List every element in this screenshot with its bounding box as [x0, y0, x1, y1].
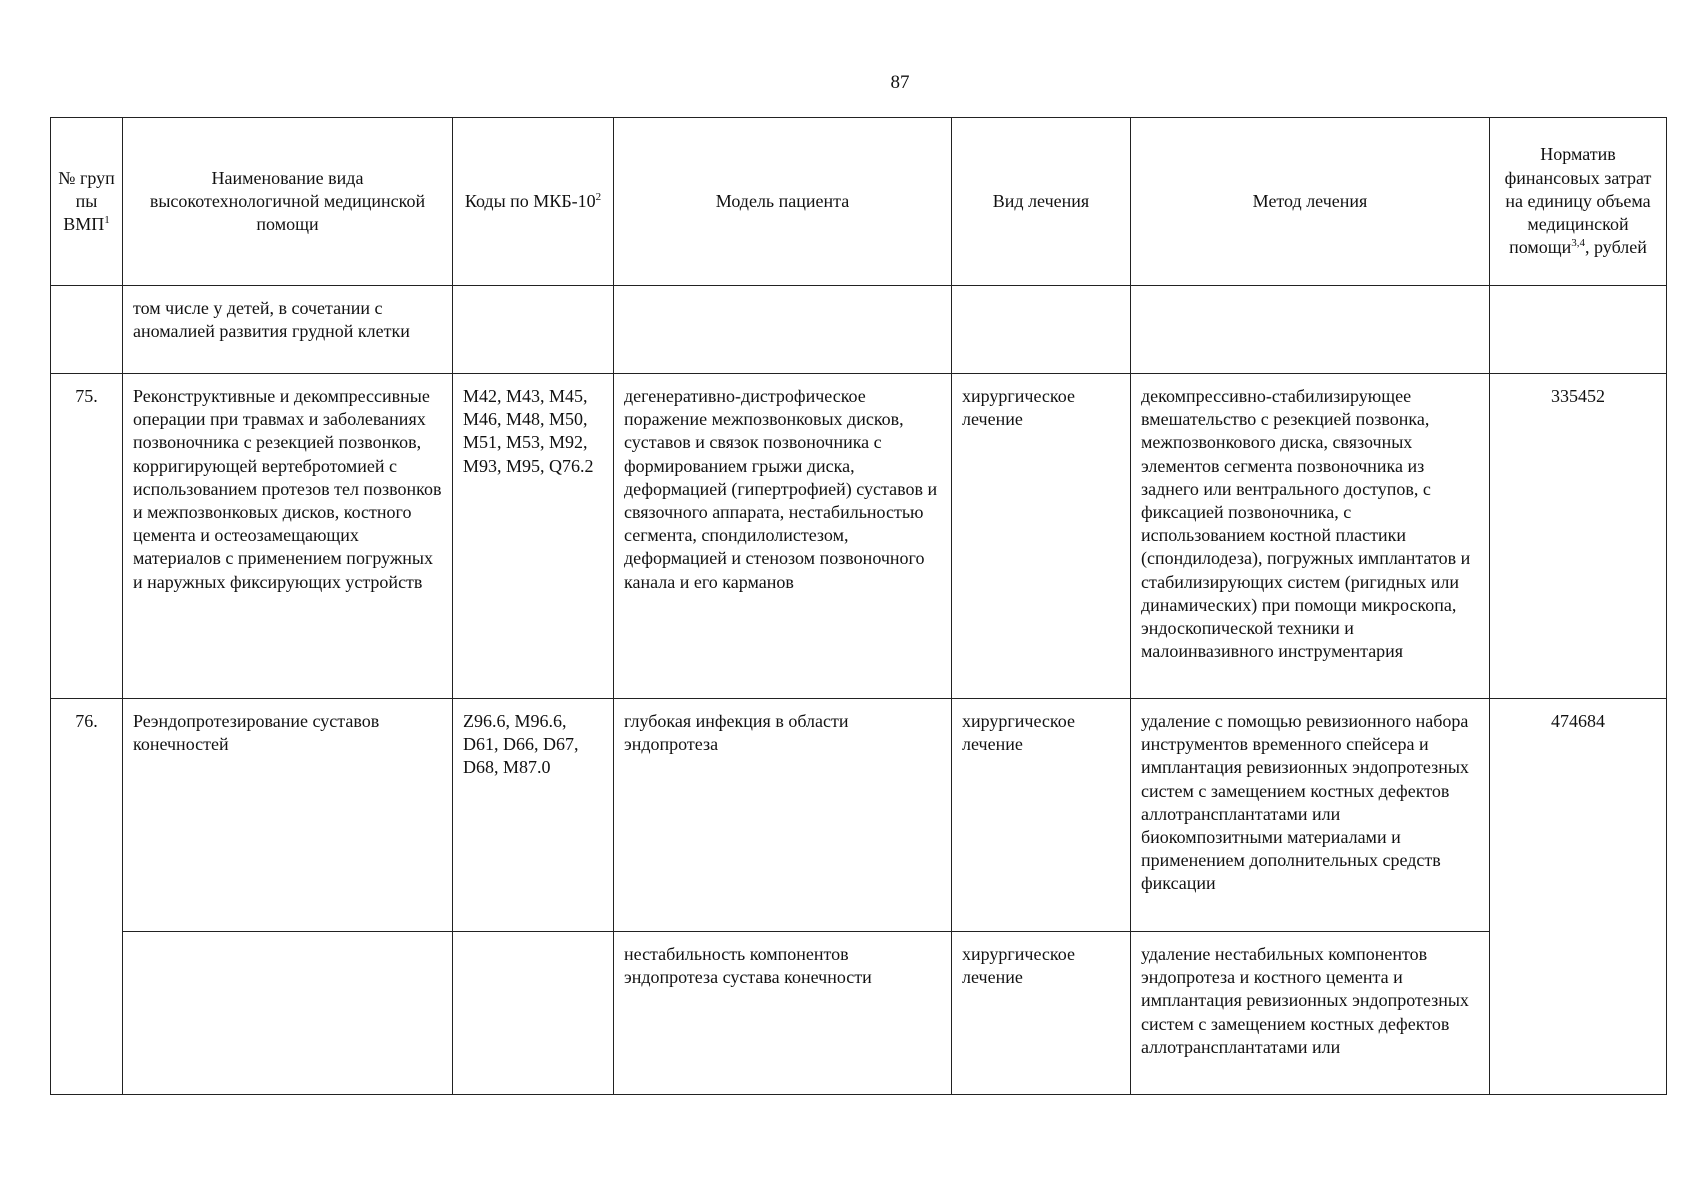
header-group-no: № груп пы ВМП$^1$ [51, 118, 123, 286]
table-cell-codes: Z96.6, M96.6, D61, D66, D67, D68, M87.0 [453, 699, 614, 932]
header-icd-codes: Коды по МКБ-$10^2$ [453, 118, 614, 286]
table-cell [1131, 286, 1490, 374]
table-row-76-sub [51, 932, 1667, 1095]
table-cell [952, 286, 1131, 374]
header-name: Наименование вида высокотехнологичной медицинской помощи [123, 118, 453, 286]
table-cell-name: Реэндопротезирование суставов конечностей [123, 699, 453, 932]
table-cell-model: глубокая инфекция в области эндопротеза [614, 699, 952, 932]
table-cell-method: удаление с помощью ревизионного набора инструментов временного спейсера и имплантация ревизионных эндопротезных систем с замещением костных дефектов аллотрансплантатами или биокомпозитными материалами и применением дополнительных средств фиксации [1131, 699, 1490, 932]
table-cell-name: том числе у детей, в сочетании с аномалией развития грудной клетки [123, 286, 453, 374]
table-cell-codes: M42, M43, M45, M46, M48, M50, M51, M53, M92, M93, M95, Q76.2 [453, 374, 614, 699]
table-cell [453, 286, 614, 374]
table-cell-num: 76. [51, 699, 123, 1095]
header-cost: Норматив финансовых затрат на единицу объема медицинской помощи$^{3,4}$, рублей [1490, 118, 1667, 286]
table-cell-type: хирургическое лечение [952, 932, 1131, 1095]
table-row-76 [51, 699, 1667, 932]
table-cell [51, 286, 123, 374]
table-cell [453, 932, 614, 1095]
header-patient-model: Модель пациента [614, 118, 952, 286]
header-row [51, 118, 1667, 286]
table-cell-cost: 335452 [1490, 374, 1667, 699]
header-treatment-method: Метод лечения [1131, 118, 1490, 286]
table-cell-type: хирургическое лечение [952, 374, 1131, 699]
table-cell-type: хирургическое лечение [952, 699, 1131, 932]
table-cell [614, 286, 952, 374]
table-cell-method: удаление нестабильных компонентов эндопротеза и костного цемента и имплантация ревизионных эндопротезных систем с замещением костных дефектов аллотрансплантатами или [1131, 932, 1490, 1095]
table-row-continuation [51, 286, 1667, 374]
table-cell [1490, 286, 1667, 374]
table-row-75 [51, 374, 1667, 699]
table-cell-num: 75. [51, 374, 123, 699]
table-cell [123, 932, 453, 1095]
table-cell-model: нестабильность компонентов эндопротеза сустава конечности [614, 932, 952, 1095]
table-cell-cost: 474684 [1490, 699, 1667, 1095]
header-treatment-type: Вид лечения [952, 118, 1131, 286]
table-cell-method: декомпрессивно-стабилизирующее вмешательство с резекцией позвонка, межпозвонкового диска, связочных элементов сегмента позвоночника из заднего или вентрального доступов, с фиксацией позвоночника, с использованием костной пластики (спондилодеза), погружных имплантатов и стабилизирующих систем (ригидных или динамических) при помощи микроскопа, эндоскопической техники и малоинвазивного инструментария [1131, 374, 1490, 699]
table-cell-model: дегенеративно-дистрофическое поражение межпозвонковых дисков, суставов и связок позвоночника с формированием грыжи диска, деформацией (гипертрофией) суставов и связочного аппарата, нестабильностью сегмента, спондилолистезом, деформацией и стенозом позвоночного канала и его карманов [614, 374, 952, 699]
vmp-table [50, 117, 1667, 1095]
table-cell-name: Реконструктивные и декомпрессивные операции при травмах и заболеваниях позвоночника с резекцией позвонков, корригирующей вертебротомией с использованием протезов тел позвонков и межпозвонковых дисков, костного цемента и остеозамещающих материалов с применением погружных и наружных фиксирующих устройств [123, 374, 453, 699]
page-number: 87 [890, 72, 910, 93]
